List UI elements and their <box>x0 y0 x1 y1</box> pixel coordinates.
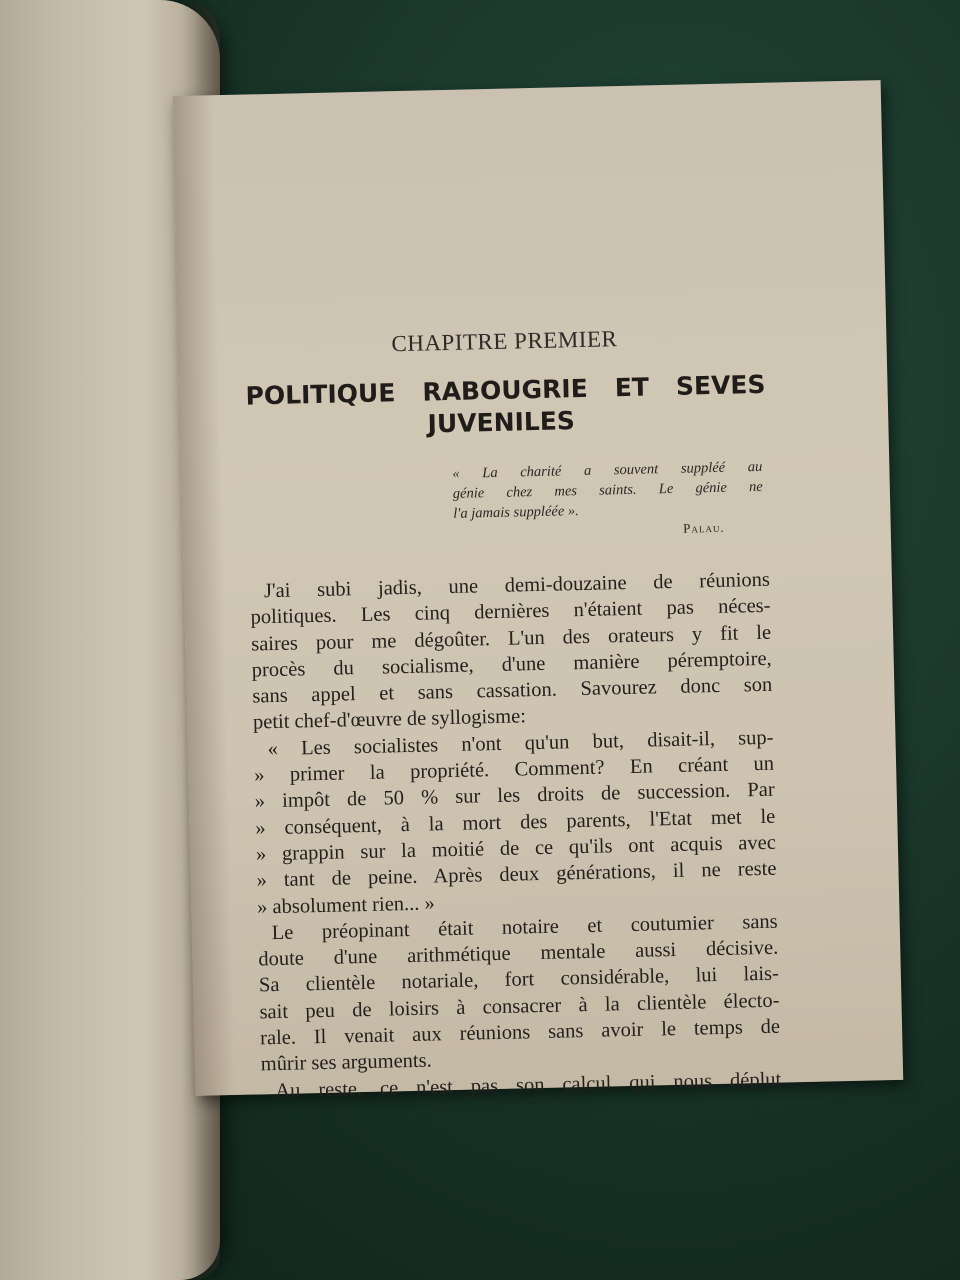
quotation <box>253 724 777 920</box>
text-line: petit chef-d'œuvre de syllogisme: <box>252 705 527 734</box>
text-line: J'ai subi jadis, une demi-douzaine de réunions <box>263 568 771 603</box>
text-line: sans appel et sans cassation. Savourez donc son <box>252 673 773 708</box>
text-line: mûrir ses arguments. <box>260 1049 432 1076</box>
text-line: doute d'une arithmétique mentale aussi décisive. <box>258 936 779 971</box>
text-line: procès du socialisme, d'une manière péremptoire, <box>251 647 772 682</box>
body-text <box>250 567 782 1105</box>
text-line: » tant de peine. Après deux générations, il ne reste <box>256 857 777 892</box>
epigraph <box>452 457 763 524</box>
text-line: » grappin sur la moitié de ce qu'ils ont acquis avec <box>255 831 777 866</box>
page-content <box>244 323 781 1105</box>
paragraph <box>257 909 780 1079</box>
title-word: ET <box>614 372 650 403</box>
text-line: « Les socialistes n'ont qu'un but, disait-il, sup- <box>267 726 774 760</box>
text-line: » impôt de 50 % sur les droits de succession. Par <box>254 779 775 813</box>
text-line: saires pour me dégoûter. L'un des orateurs y fit le <box>250 621 772 656</box>
text-line: » conséquent, à la mort des parents, l'Etat met le <box>255 805 776 840</box>
text-line: » absolument rien... » <box>256 891 436 919</box>
chapter-heading: CHAPITRE PREMIER <box>391 326 618 357</box>
epigraph-line: génie chez mes saints. Le génie ne <box>452 478 763 502</box>
right-page <box>173 80 904 1102</box>
title-word: SEVES <box>675 369 766 401</box>
paragraph <box>250 567 773 737</box>
text-line: politiques. Les cinq dernières n'étaient pas néces- <box>250 595 771 629</box>
title-word: POLITIQUE <box>245 378 396 411</box>
title-word: RABOUGRIE <box>422 373 589 407</box>
text-line: rale. Il venait aux réunions sans avoir le temps de <box>259 1015 781 1050</box>
epigraph-line: l'a jamais suppléée ». <box>453 503 579 522</box>
text-line: » primer la propriété. Comment? En créant un <box>253 752 775 787</box>
text-line: sait peu de loisirs à consacrer à la clientèle électo- <box>259 989 780 1024</box>
text-line: Au reste, ce n'est pas son calcul qui nous déplut <box>275 1068 782 1102</box>
title-line-2: JUVENILES <box>427 406 576 439</box>
text-line: Le préopinant était notaire et coutumier sans <box>271 910 778 944</box>
epigraph-line: « La charité a souvent suppléé au <box>452 458 763 482</box>
epigraph-author: Palau. <box>683 519 725 536</box>
chapter-title <box>245 369 766 445</box>
text-line: Sa clientèle notariale, fort considérable, lui lais- <box>258 963 780 997</box>
